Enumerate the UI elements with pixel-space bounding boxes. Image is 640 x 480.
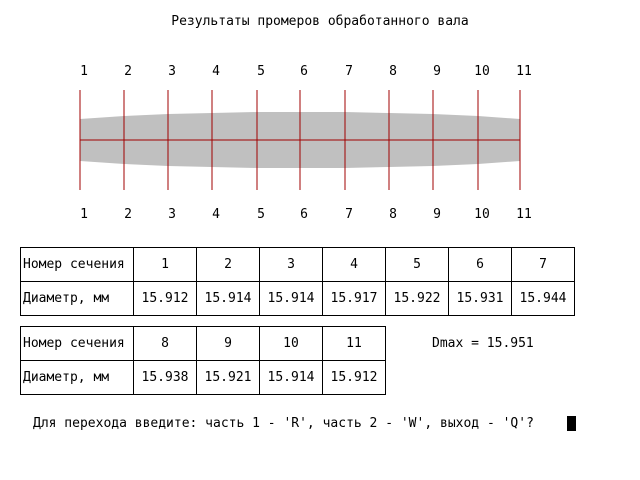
diameter-value-cell: 15.917 — [323, 282, 386, 316]
diameter-value-cell: 15.938 — [134, 361, 197, 395]
section-label: 1 — [80, 64, 88, 79]
diameter-value-cell: 15.912 — [134, 282, 197, 316]
table-row-numbers — [21, 248, 575, 282]
diameter-value-cell: 15.921 — [197, 361, 260, 395]
section-number-cell: 6 — [449, 248, 512, 282]
row-header-section: Номер сечения — [21, 248, 134, 282]
section-number-cell: 8 — [134, 327, 197, 361]
diameter-value-cell: 15.944 — [512, 282, 575, 316]
command-prompt: Для перехода введите: часть 1 - 'R', часть 2 - 'W', выход - 'Q'? — [33, 416, 534, 431]
section-label: 10 — [474, 207, 490, 222]
section-label: 4 — [212, 64, 220, 79]
section-label: 8 — [389, 207, 397, 222]
section-label: 9 — [433, 207, 441, 222]
section-label: 9 — [433, 64, 441, 79]
diameter-value-cell: 15.914 — [197, 282, 260, 316]
diameter-table-1 — [20, 247, 575, 316]
text-cursor[interactable] — [567, 416, 576, 431]
page-title: Результаты промеров обработанного вала — [171, 14, 469, 29]
section-number-cell: 9 — [197, 327, 260, 361]
section-label: 6 — [300, 207, 308, 222]
diameter-value-cell: 15.914 — [260, 282, 323, 316]
section-label: 8 — [389, 64, 397, 79]
section-label: 2 — [124, 207, 132, 222]
section-label: 6 — [300, 64, 308, 79]
diameter-value-cell: 15.912 — [323, 361, 386, 395]
diameter-value-cell: 15.914 — [260, 361, 323, 395]
section-label: 10 — [474, 64, 490, 79]
section-labels-bottom — [0, 207, 640, 223]
dmax-readout: Dmax = 15.951 — [432, 336, 534, 351]
section-number-cell: 10 — [260, 327, 323, 361]
section-label: 7 — [345, 64, 353, 79]
section-number-cell: 2 — [197, 248, 260, 282]
row-header-diameter: Диаметр, мм — [21, 282, 134, 316]
diameter-table-2 — [20, 326, 386, 395]
section-number-cell: 7 — [512, 248, 575, 282]
row-header-diameter: Диаметр, мм — [21, 361, 134, 395]
section-label: 3 — [168, 64, 176, 79]
section-label: 5 — [257, 207, 265, 222]
section-labels-top — [0, 64, 640, 80]
section-number-cell: 5 — [386, 248, 449, 282]
row-header-section: Номер сечения — [21, 327, 134, 361]
shaft-diagram — [0, 80, 640, 192]
section-label: 5 — [257, 64, 265, 79]
section-label: 2 — [124, 64, 132, 79]
section-label: 7 — [345, 207, 353, 222]
section-number-cell: 3 — [260, 248, 323, 282]
section-label: 11 — [516, 64, 532, 79]
table-row-diameters — [21, 282, 575, 316]
section-number-cell: 11 — [323, 327, 386, 361]
diameter-value-cell: 15.931 — [449, 282, 512, 316]
table-row-numbers — [21, 327, 386, 361]
section-label: 1 — [80, 207, 88, 222]
section-number-cell: 1 — [134, 248, 197, 282]
section-label: 3 — [168, 207, 176, 222]
section-label: 4 — [212, 207, 220, 222]
table-row-diameters — [21, 361, 386, 395]
section-number-cell: 4 — [323, 248, 386, 282]
section-label: 11 — [516, 207, 532, 222]
diameter-value-cell: 15.922 — [386, 282, 449, 316]
